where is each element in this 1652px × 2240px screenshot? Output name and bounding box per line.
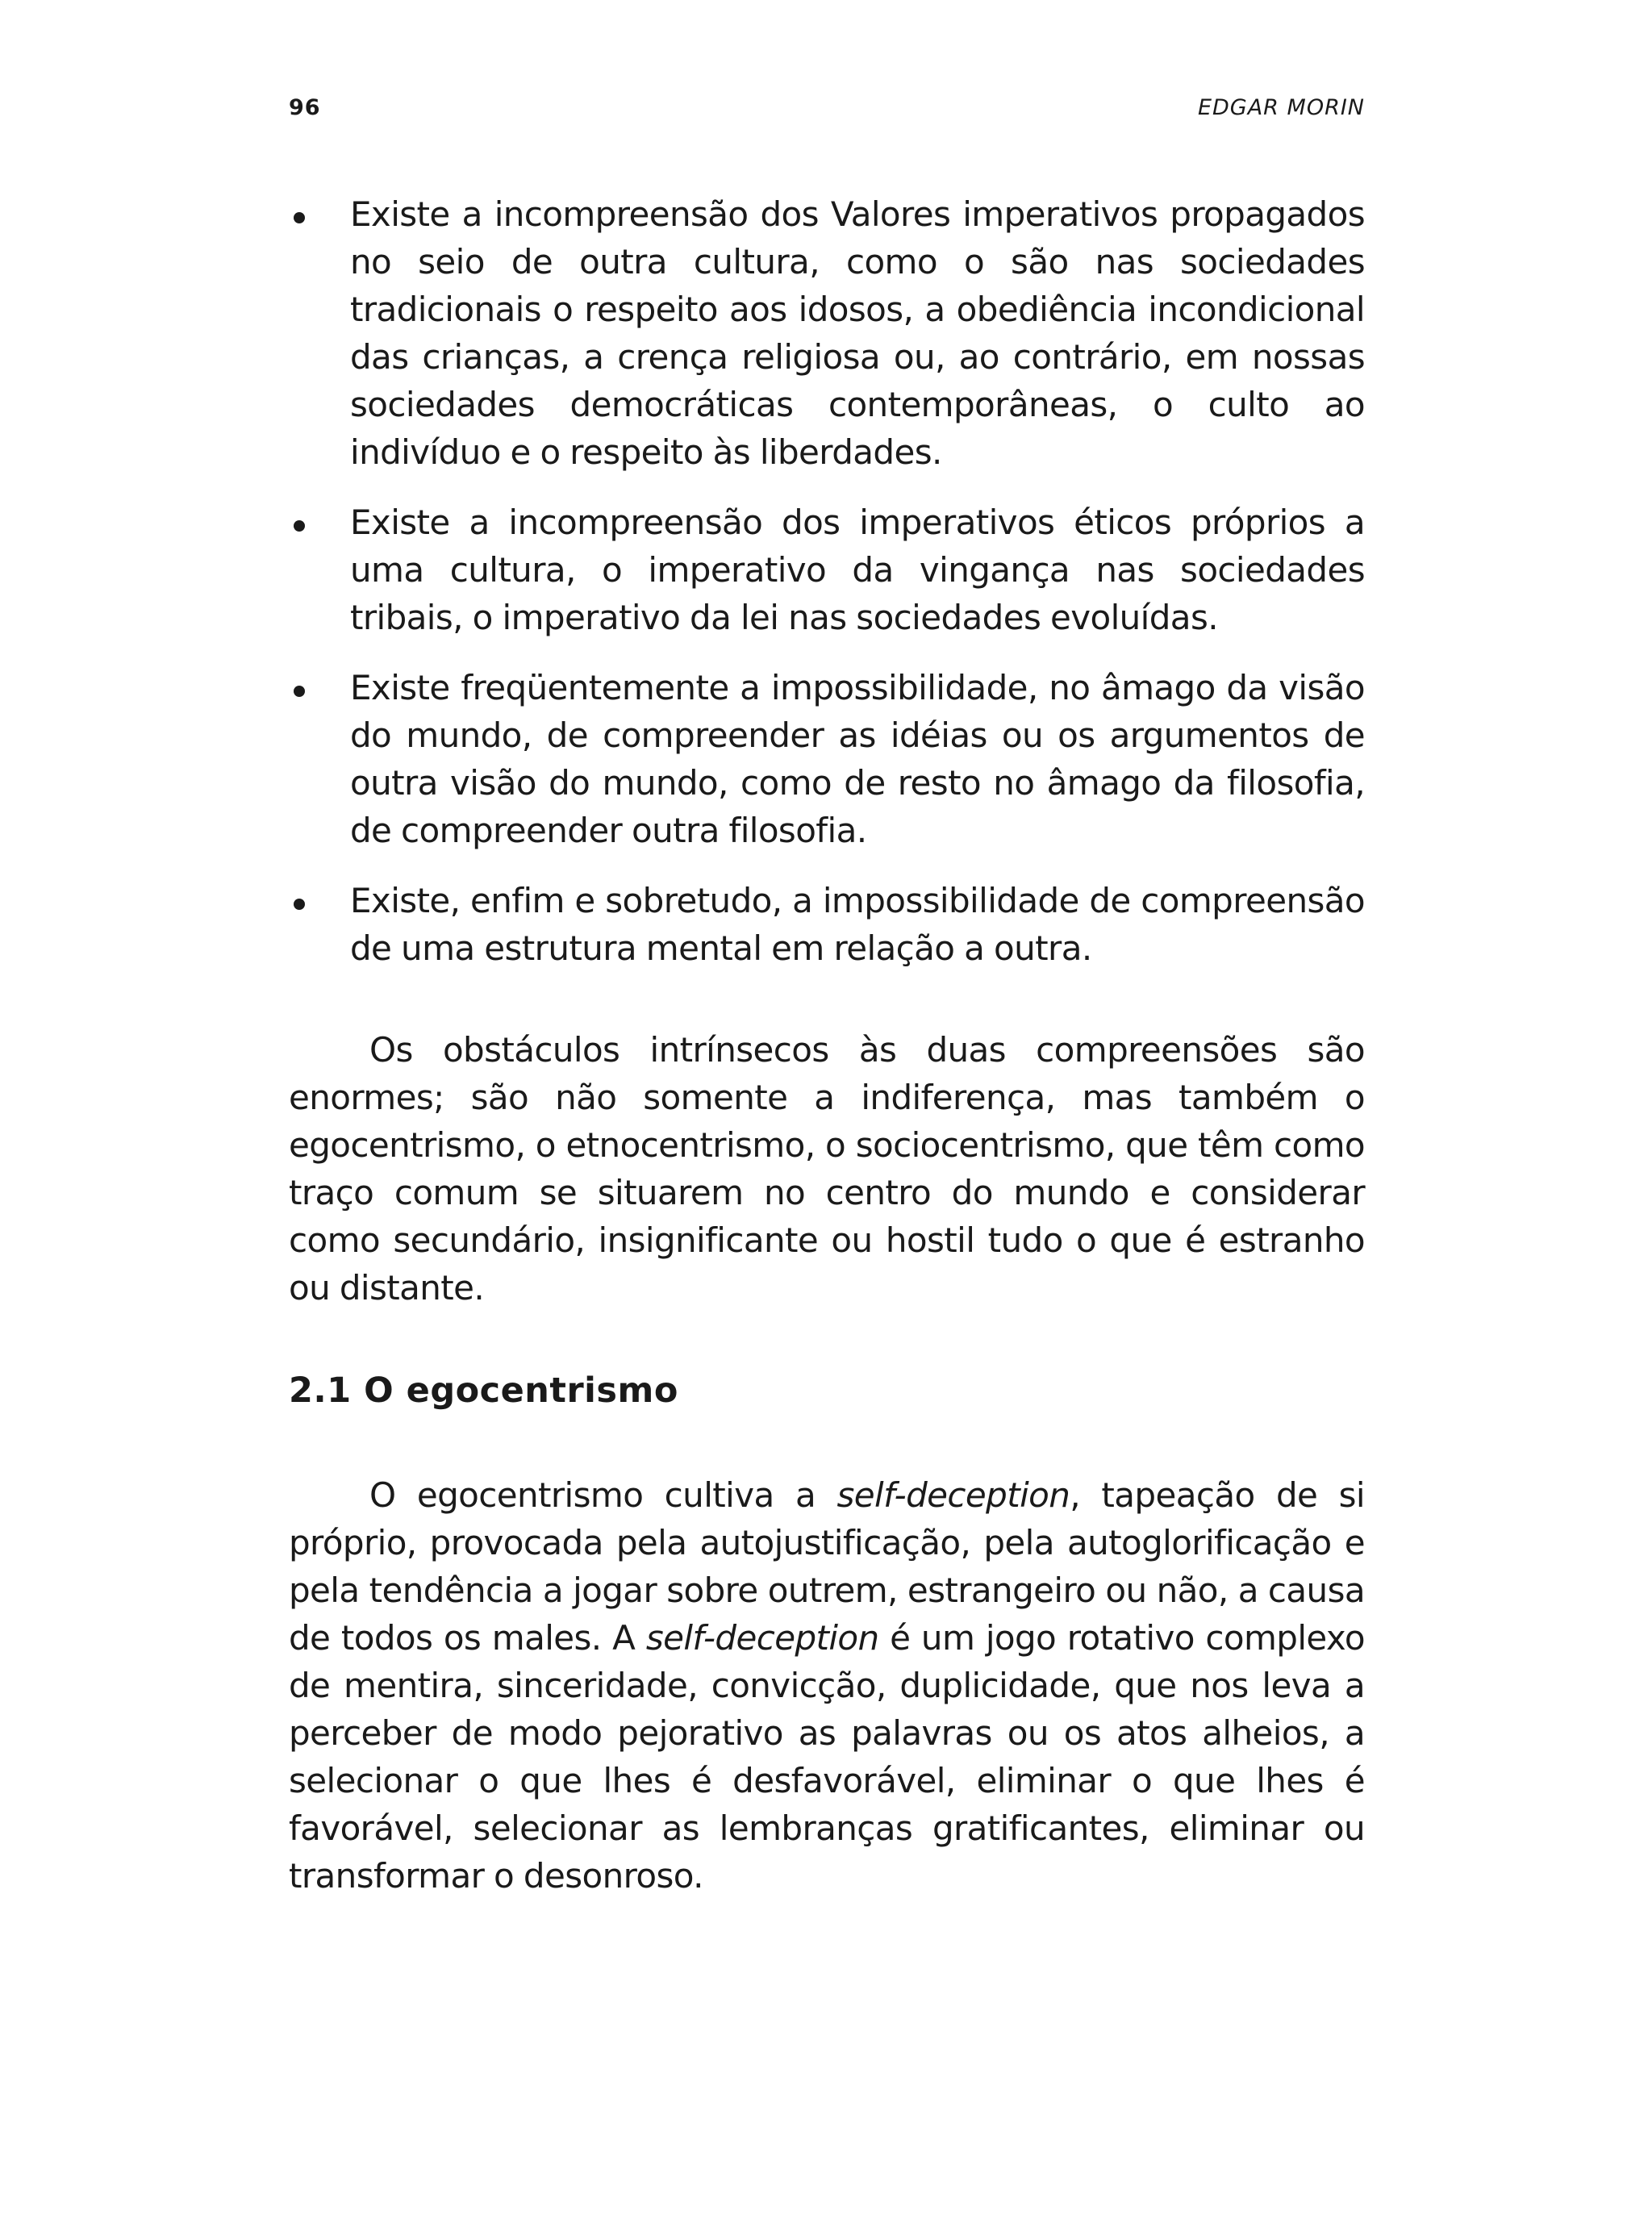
bullet-list [289,190,1365,995]
paragraph-obstacles: Os obstáculos intrínsecos às duas compreensões são enormes; são não somente a indiferença, mas também o egocentrismo, o etnocentrismo, o sociocentrismo, que têm como traço comum se situarem no centro do mundo e considerar como secundário, insignificante ou hostil tudo o que é estranho ou distante. [289,1030,1365,1308]
bullet-icon [294,686,305,697]
bullet-text: Existe freqüentemente a impossibilidade, no âmago da visão do mundo, de compreender as idéias ou os argumentos de outra visão do mundo, como de resto no âmago da filosofia, de compreender outra filosofia. [350,668,1365,850]
paragraph-text: , tapeação de si próprio, provocada pela autojustificação, pela autoglorificação e pela tendência a jogar sobre outrem, estrangeiro ou não, a causa de todos os males. A [289,1475,1366,1658]
bullet-text: Existe, enfim e sobretudo, a impossibilidade de compreensão de uma estrutura mental em relação a outra. [350,881,1365,968]
bullet-icon [294,212,305,223]
paragraph-text: O egocentrismo cultiva a [369,1475,837,1515]
running-head [289,95,1365,127]
list-item [289,877,1365,972]
list-item [289,498,1365,641]
bullet-text: Existe a incompreensão dos Valores imperativos propagados no seio de outra cultura, como o são nas sociedades tradicionais o respeito aos idosos, a obediência incondicional das crianças, a crença religiosa ou, ao contrário, em nossas sociedades democráticas contemporâneas, o culto ao indivíduo e o respeito às liberdades. [350,194,1365,472]
list-item [289,664,1365,854]
italic-term: self-deception [836,1475,1070,1515]
bullet-icon [294,520,305,532]
bullet-icon [294,899,305,910]
running-title: EDGAR MORIN [1197,95,1365,120]
italic-term: self-deception [645,1618,879,1658]
list-item [289,190,1365,476]
bullet-text: Existe a incompreensão dos imperativos éticos próprios a uma cultura, o imperativo da vingança nas sociedades tribais, o imperativo da lei nas sociedades evoluídas. [350,503,1365,637]
page-number: 96 [289,95,321,120]
paragraph-text: é um jogo rotativo complexo de mentira, sinceridade, convicção, duplicidade, que nos leva a perceber de modo pejorativo as palavras ou os atos alheios, a selecionar o que lhes é desfavorável, eliminar o que lhes é favorável, selecionar as lembranças gratificantes, eliminar ou transformar o desonroso. [289,1618,1365,1896]
section-heading: 2.1 O egocentrismo [289,1370,678,1411]
paragraph-egocentrism [289,1471,1365,1900]
